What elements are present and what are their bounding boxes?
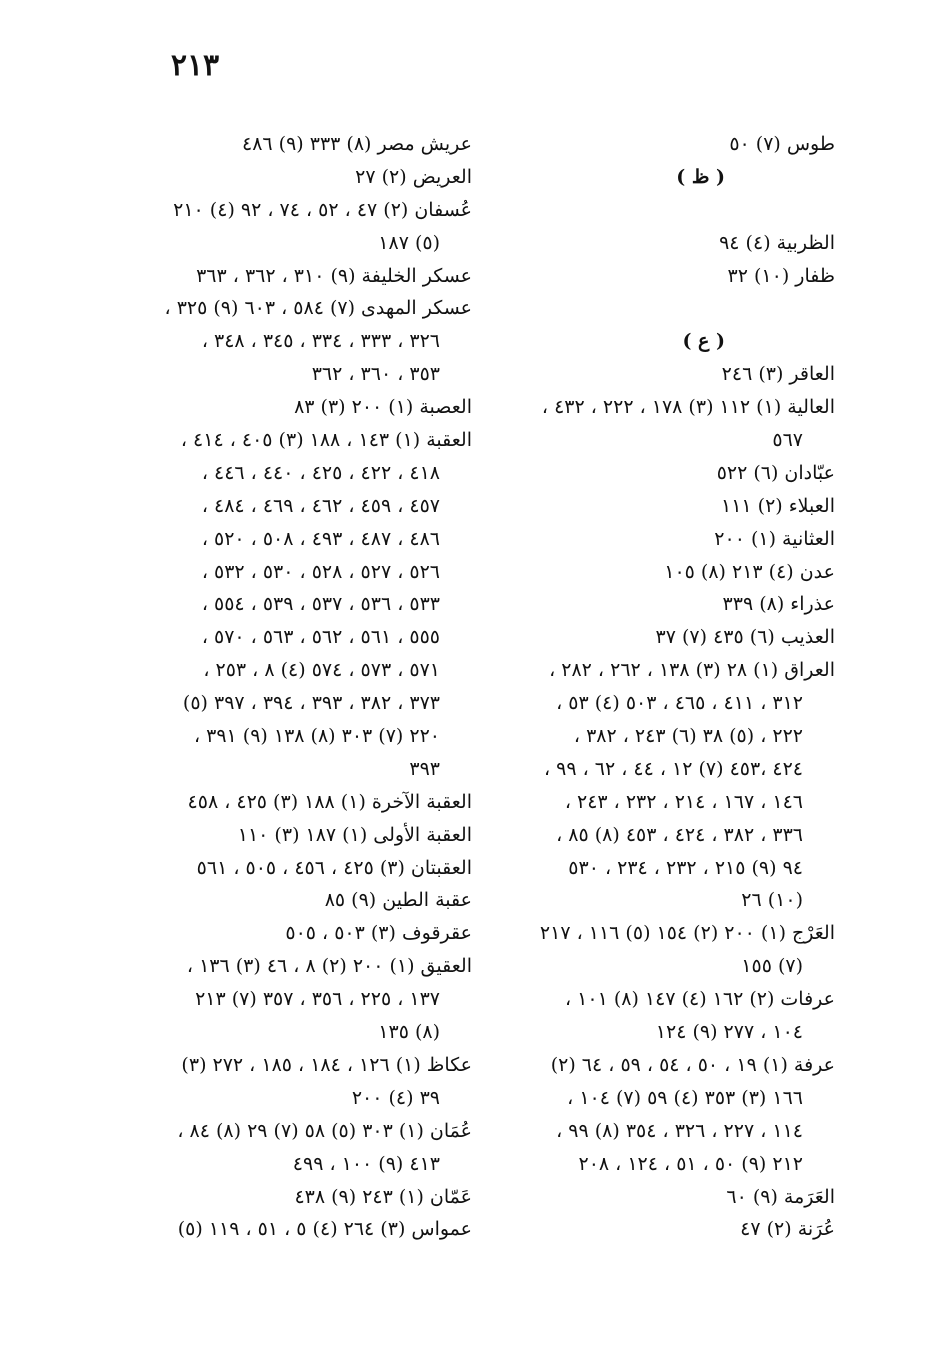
index-entry: العقبة الأولى (١) ١٨٧ (٣) ١١٠	[237, 823, 472, 846]
index-entry: العقبة (١) ١٤٣ ، ١٨٨ (٣) ٤٠٥ ، ٤١٤ ،	[180, 429, 472, 452]
index-entry: عذراء (٨) ٣٣٩	[722, 593, 835, 616]
index-entry: العقيق (١) ٢٠٠ (٢) ٨ ، ٤٦ (٣) ١٣٦ ،	[186, 955, 472, 978]
index-entry: عَمّان (١) ٢٤٣ (٩) ٤٣٨	[294, 1185, 472, 1208]
section-letter-heading: ( ع )	[682, 330, 725, 353]
index-entry: عسكر المهدى (٧) ٥٨٤ ، ٦٠٣ (٩) ٣٢٥ ،	[164, 297, 472, 320]
index-entry: الظربية (٤) ٩٤	[719, 231, 835, 254]
index-entry-continuation: ١٤٦ ، ١٦٧ ، ٢١٤ ، ٢٣٢ ، ٢٤٣ ،	[564, 790, 803, 813]
index-entry: العبلاء (٢) ١١١	[721, 494, 835, 517]
index-entry: العالية (١) ١١٢ (٣) ١٧٨ ، ٢٢٢ ، ٤٣٢ ،	[541, 396, 835, 419]
section-letter-heading: ( ظ )	[676, 165, 725, 188]
index-entry-continuation: ٢٢٢ ، (٥) ٣٨ (٦) ٢٤٣ ، ٣٨٢ ،	[573, 725, 803, 748]
index-entry-continuation: (٨) ١٣٥	[378, 1021, 440, 1044]
index-entry-continuation: ٣٥٣ ، ٣٦٠ ، ٣٦٢	[311, 363, 440, 386]
index-entry-continuation: ٣٧٣ ، ٣٨٢ ، ٣٩٣ ، ٣٩٤ ، ٣٩٧ (٥)	[182, 692, 440, 715]
index-entry-continuation: ٣٢٦ ، ٣٣٣ ، ٣٣٤ ، ٣٤٥ ، ٣٤٨ ،	[201, 330, 440, 353]
index-entry: طوس (٧) ٥٠	[729, 133, 835, 155]
index-column-left	[132, 128, 472, 1246]
index-entry-continuation: ١١٤ ، ٢٢٧ ، ٣٢٦ ، ٣٥٤ (٨) ٩٩ ،	[556, 1119, 803, 1142]
page-number: ٢١٣	[170, 48, 220, 83]
index-entry-continuation: ٤١٣ (٩) ١٠٠ ، ٤٩٩	[292, 1152, 440, 1175]
index-entry: العقبتان (٣) ٤٢٥ ، ٤٥٦ ، ٥٠٥ ، ٥٦١	[196, 856, 472, 879]
index-entry: عرفات (٢) ١٦٢ (٤) ١٤٧ (٨) ١٠١ ،	[565, 988, 835, 1011]
index-entry-continuation: ٢١٢ (٩) ٥٠ ، ٥١ ، ١٢٤ ، ٢٠٨	[578, 1152, 803, 1175]
index-entry: العذيب (٦) ٤٣٥ (٧) ٣٧	[655, 626, 835, 649]
index-entry: عُسفان (٢) ٤٧ ، ٥٢ ، ٧٤ ، ٩٢ (٤) ٢١٠	[173, 198, 472, 221]
index-entry-continuation: ٥٦٧	[772, 429, 803, 452]
index-entry: عقرقوف (٣) ٥٠٣ ، ٥٠٥	[285, 922, 472, 945]
index-entry: عُمَان (١) ٣٠٣ (٥) ٥٨ (٧) ٢٩ (٨) ٨٤ ،	[177, 1119, 472, 1142]
index-entry-continuation: ٥٣٣ ، ٥٣٦ ، ٥٣٧ ، ٥٣٩ ، ٥٥٤ ،	[201, 593, 440, 616]
index-entry: العثانية (١) ٢٠٠	[714, 527, 835, 550]
index-entry: عمواس (٣) ٢٦٤ (٤) ٥ ، ٥١ ، ١١٩ (٥)	[177, 1218, 472, 1241]
index-entry-continuation: ٥٢٦ ، ٥٢٧ ، ٥٢٨ ، ٥٣٠ ، ٥٣٢ ،	[201, 560, 440, 583]
index-entry: العَرْج (١) ٢٠٠ (٢) ١٥٤ (٥) ١١٦ ، ٢١٧	[539, 922, 835, 945]
index-entry-continuation: ٤٢٤ ،٤٥٣ (٧) ١٢ ، ٤٤ ، ٦٢ ، ٩٩ ،	[543, 757, 803, 780]
index-entry: عقبة الطين (٩) ٨٥	[324, 889, 472, 912]
index-entry-continuation: ١٣٧ ، ٢٢٥ ، ٣٥٦ ، ٣٥٧ (٧) ٢١٣	[195, 988, 440, 1011]
index-entry: ظفار (١٠) ٣٢	[727, 264, 835, 287]
index-entry: عبّادان (٦) ٥٢٢	[716, 461, 835, 484]
index-entry: العراق (١) ٢٨ (٣) ١٣٨ ، ٢٦٢ ، ٢٨٢ ،	[549, 659, 835, 682]
index-entry-continuation: ٥٧١ ، ٥٧٣ ، ٥٧٤ (٤) ٨ ، ٢٥٣ ،	[203, 659, 440, 682]
index-entry: عدن (٤) ٢١٣ (٨) ١٠٥	[664, 560, 835, 583]
index-entry: العصبة (١) ٢٠٠ (٣) ٨٣	[294, 396, 472, 419]
index-entry: عرفة (١) ١٩ ، ٥٠ ، ٥٤ ، ٥٩ ، ٦٤ (٢)	[550, 1053, 835, 1076]
index-entry-continuation: ٤٥٧ ، ٤٥٩ ، ٤٦٢ ، ٤٦٩ ، ٤٨٤ ،	[201, 494, 440, 517]
index-entry: العريض (٢) ٢٧	[355, 165, 472, 188]
index-entry-continuation: (١٠) ٢٦	[741, 889, 803, 912]
index-entry-continuation: ٢٢٠ (٧) ٣٠٣ (٨) ١٣٨ (٩) ٣٩١ ،	[193, 725, 440, 748]
index-entry: عريش مصر (٨) ٣٣٣ (٩) ٤٨٦	[241, 133, 472, 155]
index-entry-continuation: (٧) ١٥٥	[741, 955, 803, 978]
index-entry-continuation: ٤١٨ ، ٤٢٢ ، ٤٢٥ ، ٤٤٠ ، ٤٤٦ ،	[201, 461, 440, 484]
index-entry: العقبة الآخرة (١) ١٨٨ (٣) ٤٢٥ ، ٤٥٨	[187, 790, 472, 813]
index-entry-continuation: ١٠٤ ، ٢٧٧ (٩) ١٢٤	[655, 1021, 803, 1044]
index-entry-continuation: ٣٩ (٤) ٢٠٠	[351, 1086, 440, 1109]
index-entry: عكاظ (١) ١٢٦ ، ١٨٤ ، ١٨٥ ، ٢٧٢ (٣)	[181, 1053, 472, 1076]
index-entry-continuation: (٥) ١٨٧	[378, 231, 440, 254]
index-entry: العَرَمة (٩) ٦٠	[726, 1185, 835, 1208]
index-entry-continuation: ٣٩٣	[409, 757, 440, 780]
index-entry-continuation: ٤٨٦ ، ٤٨٧ ، ٤٩٣ ، ٥٠٨ ، ٥٢٠ ،	[201, 527, 440, 550]
index-entry: عُرَنة (٢) ٤٧	[740, 1218, 835, 1241]
index-entry-continuation: ٣٣٦ ، ٣٨٢ ، ٤٢٤ ، ٤٥٣ (٨) ٨٥ ،	[556, 823, 803, 846]
index-entry-continuation: ٩٤ (٩) ٢١٥ ، ٢٣٢ ، ٢٣٤ ، ٥٣٠	[568, 856, 803, 879]
index-entry: العاقر (٣) ٢٤٦	[721, 363, 835, 386]
index-entry-continuation: ٥٥٥ ، ٥٦١ ، ٥٦٢ ، ٥٦٣ ، ٥٧٠ ،	[201, 626, 440, 649]
index-entry-continuation: ٣١٢ ، ٤١١ ، ٤٦٥ ، ٥٠٣ (٤) ٥٣ ،	[556, 692, 803, 715]
index-entry-continuation: ١٦٦ (٣) ٣٥٣ (٤) ٥٩ (٧) ١٠٤ ،	[567, 1086, 803, 1109]
index-entry: عسكر الخليفة (٩) ٣١٠ ، ٣٦٢ ، ٣٦٣	[196, 264, 472, 287]
